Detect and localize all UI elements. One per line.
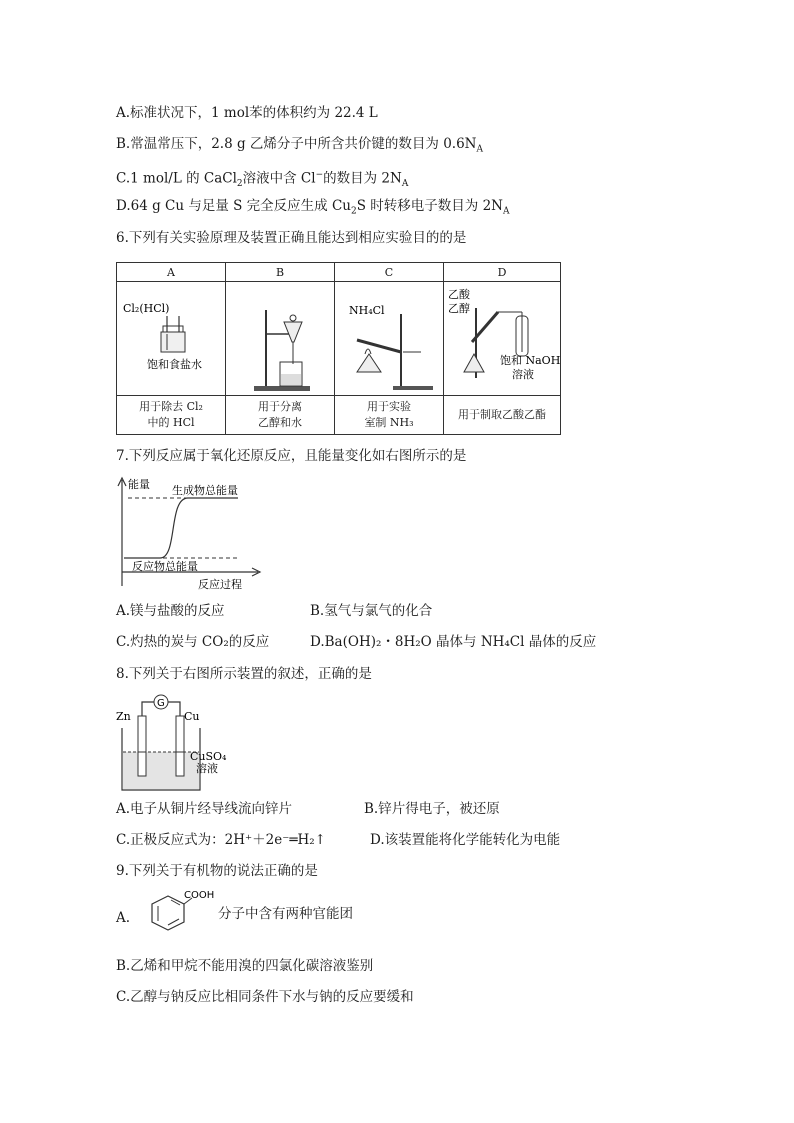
q5-option-c: C.1 mol/L 的 CaCl$_2$溶液中含 Cl−的数目为 $2N_A$	[116, 170, 409, 190]
energy-curve	[124, 498, 238, 558]
q6-stem: 6.下列有关实验原理及装置正确且能达到相应实验目的的是	[116, 230, 467, 246]
q6-caption-c: 用于实验 室制 NH₃	[335, 396, 444, 435]
q6-apparatus-d	[444, 282, 561, 396]
galvanometer-icon: G	[157, 698, 165, 709]
q6-apparatus-a	[117, 282, 226, 396]
q7-option-c: C.灼热的炭与 CO₂的反应	[116, 634, 270, 650]
q6-apparatus-b	[226, 282, 335, 396]
ester-preparation-diagram	[444, 282, 560, 392]
q7-stem: 7.下列反应属于氧化还原反应，且能量变化如右图所示的是	[116, 448, 467, 464]
q9-stem: 9.下列关于有机物的说法正确的是	[116, 863, 318, 879]
apparatus-d-reagent1-label: 乙酸	[448, 288, 470, 301]
apparatus-a-gas-label: Cl₂(HCl)	[123, 302, 170, 315]
q8-stem: 8.下列关于右图所示装置的叙述，正确的是	[116, 666, 372, 682]
zinc-label: Zn	[116, 710, 131, 723]
q6-header-c: C	[335, 263, 444, 282]
q8-option-d: D.该装置能将化学能转化为电能	[370, 832, 561, 848]
q7-option-b: B.氢气与氯气的化合	[310, 603, 433, 619]
product-energy-label: 生成物总能量	[172, 484, 238, 497]
benzoic-acid-structure	[128, 888, 220, 946]
q6-header-b: B	[226, 263, 335, 282]
solution-label-2: 溶液	[196, 762, 218, 775]
galvanic-cell-diagram	[112, 690, 232, 794]
apparatus-d-liquid2-label: 溶液	[512, 368, 534, 381]
q6-caption-b: 用于分离 乙醇和水	[226, 396, 335, 435]
q8-option-b: B.锌片得电子，被还原	[364, 801, 500, 817]
q5-option-d: D.64 g Cu 与足量 S 完全反应生成 $Cu_2S$ 时转移电子数目为 $2N_A$	[116, 198, 510, 217]
q6-header-d: D	[444, 263, 561, 282]
carboxyl-group-label: COOH	[184, 890, 215, 901]
q9-option-a-text: 分子中含有两种官能团	[218, 906, 353, 922]
solution-label-1: CuSO₄	[190, 750, 227, 763]
ammonia-preparation-diagram	[335, 282, 443, 392]
q7-option-d: D.Ba(OH)₂・8H₂O 晶体与 NH₄Cl 晶体的反应	[310, 634, 597, 650]
reaction-progress-label: 反应过程	[198, 578, 242, 591]
apparatus-d-liquid1-label: 饱和 NaOH	[500, 354, 560, 367]
q7-option-a: A.镁与盐酸的反应	[116, 603, 225, 619]
q9-option-c: C.乙醇与钠反应比相同条件下水与钠的反应要缓和	[116, 989, 414, 1005]
reactant-energy-label: 反应物总能量	[132, 560, 198, 573]
q6-header-a: A	[117, 263, 226, 282]
q8-option-c: C.正极反应式为：2H⁺＋2e⁻═H₂↑	[116, 832, 326, 848]
energy-diagram	[112, 474, 262, 592]
q9-option-a-prefix: A.	[116, 910, 131, 926]
q6-apparatus-table	[116, 262, 561, 435]
apparatus-d-reagent2-label: 乙醇	[448, 302, 470, 315]
apparatus-a-liquid-label: 饱和食盐水	[147, 358, 202, 371]
energy-axis-label: 能量	[128, 478, 150, 491]
q8-option-a: A.电子从铜片经导线流向锌片	[116, 801, 293, 817]
copper-label: Cu	[184, 710, 200, 723]
separatory-funnel-diagram	[226, 282, 334, 392]
q6-caption-d: 用于制取乙酸乙酯	[444, 396, 561, 435]
q6-caption-a: 用于除去 Cl₂ 中的 HCl	[117, 396, 226, 435]
gas-washing-bottle-diagram	[117, 282, 225, 392]
q6-apparatus-c	[335, 282, 444, 396]
apparatus-c-reagent-label: NH₄Cl	[349, 304, 385, 317]
q9-option-b: B.乙烯和甲烷不能用溴的四氯化碳溶液鉴别	[116, 958, 374, 974]
q5-option-b: B.常温常压下，2.8 g 乙烯分子中所含共价键的数目为 $0.6N_A$	[116, 136, 483, 155]
q5-option-a: A.标准状况下，1 mol苯的体积约为 22.4 L	[116, 105, 378, 121]
